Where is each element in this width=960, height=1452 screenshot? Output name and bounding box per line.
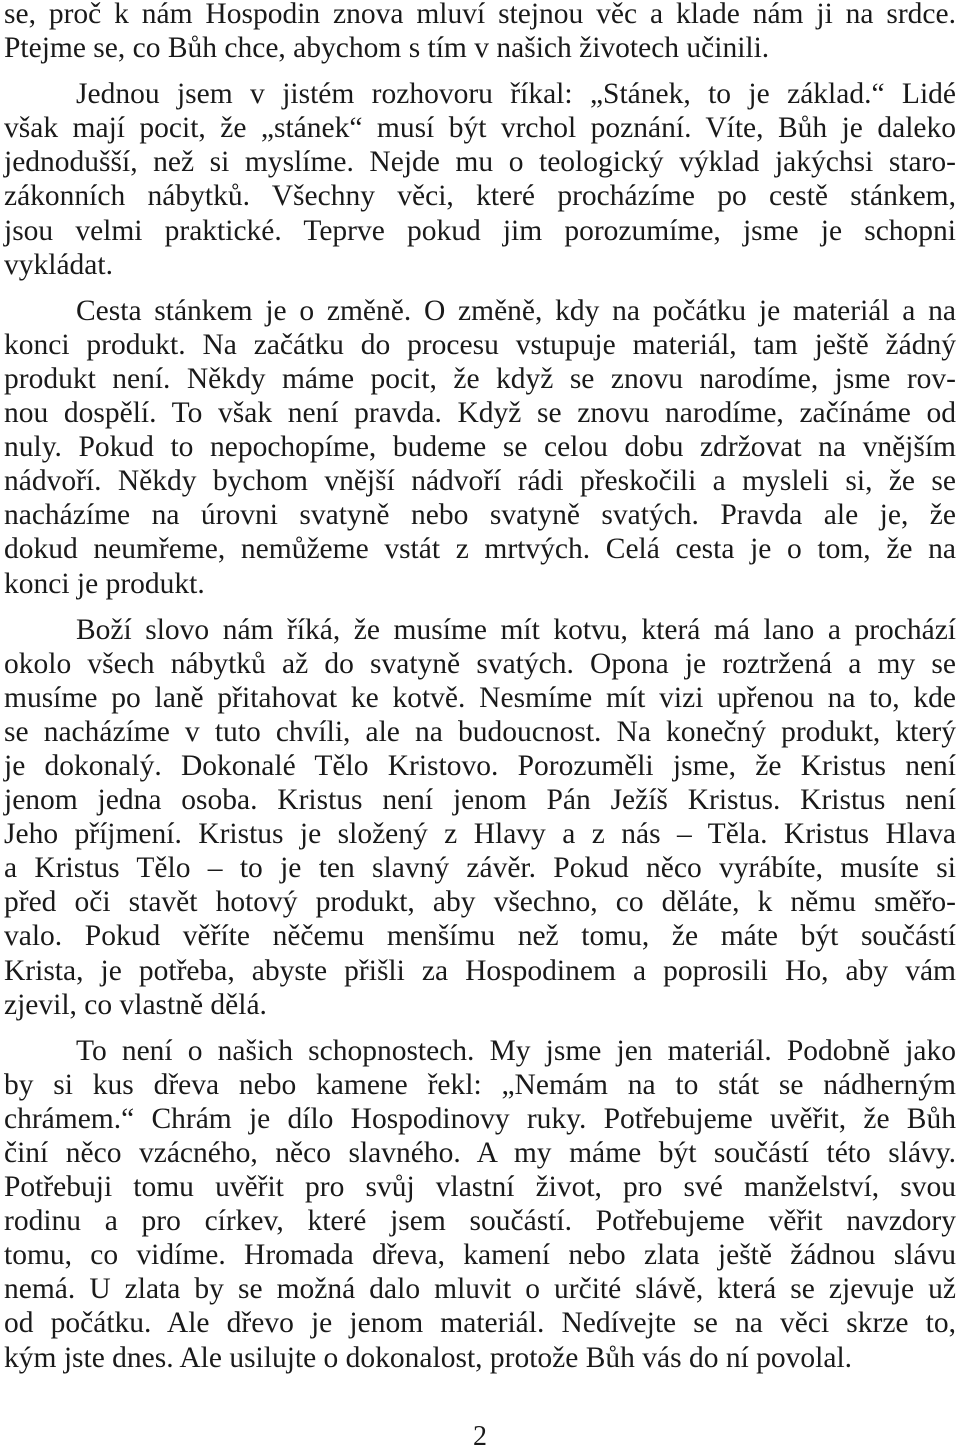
text-line: valo. Pokud věříte něčemu menšímu než tomu, že máte být součástí xyxy=(4,920,956,953)
text-line: se, proč k nám Hospodin znova mluví stejnou věc a klade nám ji na srdce. xyxy=(4,0,956,30)
text-line: se nacházíme v tuto chvíli, ale na budoucnost. Na konečný produkt, který xyxy=(4,715,956,748)
text-line: Krista, je potřeba, abyste přišli za Hospodinem a poprosili Ho, aby vám xyxy=(4,954,956,987)
text-line: tomu, co vidíme. Hromada dřeva, kamení nebo zlata ještě žádnou slávu xyxy=(4,1239,956,1272)
text-line: nádvoří. Někdy bychom vnější nádvoří rádi přeskočili a mysleli si, že se xyxy=(4,465,956,498)
text-line: by si kus dřeva nebo kamene řekl: „Nemám na to stát se nádherným xyxy=(4,1068,956,1101)
text-line: nuly. Pokud to nepochopíme, budeme se celou dobu zdržovat na vnějším xyxy=(4,431,956,464)
text-line: jsou velmi praktické. Teprve pokud jim porozumíme, jsme je schopni xyxy=(4,214,956,247)
text-line: konci produkt. Na začátku do procesu vstupuje materiál, tam ještě žádný xyxy=(4,328,956,361)
text-line: jednodušší, než si myslíme. Nejde mu o teologický výklad jakýchsi staro- xyxy=(4,146,956,179)
text-line: Jednou jsem v jistém rozhovoru říkal: „Stánek, to je základ.“ Lidé xyxy=(76,78,956,111)
text-line: před oči stavět hotový produkt, aby všechno, co děláte, k němu směřo- xyxy=(4,886,956,919)
page-number: 2 xyxy=(473,1421,487,1452)
text-line: kým jste dnes. Ale usilujte o dokonalost, protože Bůh vás do ní povolal. xyxy=(4,1341,853,1374)
text-line: nemá. U zlata by se možná dalo mluvit o určité slávě, která se zjevuje už xyxy=(4,1273,956,1306)
paragraph xyxy=(4,77,956,282)
text-line: konci je produkt. xyxy=(4,567,205,600)
text-line: nacházíme na úrovni svatyně nebo svatyně svatých. Pravda ale je, že xyxy=(4,499,956,532)
body-text xyxy=(4,0,956,1375)
text-line: je dokonalý. Dokonalé Tělo Kristovo. Porozuměli jsme, že Kristus není xyxy=(4,749,956,782)
text-line: Cesta stánkem je o změně. O změně, kdy na počátku je materiál a na xyxy=(76,294,956,327)
text-line: rodinu a pro církev, které jsem součástí. Potřebujeme věřit navzdory xyxy=(4,1205,956,1238)
text-line: Ptejme se, co Bůh chce, abychom s tím v našich životech učinili. xyxy=(4,32,770,65)
text-line: Potřebuji tomu uvěřit pro svůj vlastní život, pro své manželství, svou xyxy=(4,1171,956,1204)
paragraph-gap xyxy=(4,601,956,613)
paragraph xyxy=(4,1034,956,1375)
paragraph-gap xyxy=(4,1022,956,1034)
text-line: jenom jedna osoba. Kristus není jenom Pán Ježíš Kristus. Kristus není xyxy=(4,784,956,817)
text-line: od počátku. Ale dřevo je jenom materiál. Nedívejte se na věci skrze to, xyxy=(4,1307,956,1340)
text-line: Boží slovo nám říká, že musíme mít kotvu, která má lano a prochází xyxy=(76,613,956,646)
paragraph-gap xyxy=(4,282,956,294)
text-line: To není o našich schopnostech. My jsme jen materiál. Podobně jako xyxy=(76,1034,956,1067)
text-line: činí něco vzácného, něco slavného. A my máme být součástí této slávy. xyxy=(4,1137,956,1169)
text-line: zákonních nábytků. Všechny věci, které procházíme po cestě stánkem, xyxy=(4,180,956,213)
text-line: musíme po laně přitahovat ke kotvě. Nesmíme mít vizi upřenou na to, kde xyxy=(4,681,956,714)
paragraph xyxy=(4,0,956,65)
text-line: Jeho příjmení. Kristus je složený z Hlavy a z nás – Těla. Kristus Hlava xyxy=(4,818,956,851)
text-line: okolo všech nábytků až do svatyně svatých. Opona je roztržená a my se xyxy=(4,647,956,680)
text-line: nou dospělí. To však není pravda. Když se znovu narodíme, začínáme od xyxy=(4,397,956,430)
text-line: však mají pocit, že „stánek“ musí být vrchol poznání. Víte, Bůh je daleko xyxy=(4,112,956,145)
text-line: produkt není. Někdy máme pocit, že když se znovu narodíme, jsme rov- xyxy=(4,362,956,395)
document-page xyxy=(4,0,956,1452)
text-line: vykládat. xyxy=(4,248,113,281)
text-line: a Kristus Tělo – to je ten slavný závěr. Pokud něco vyrábíte, musíte si xyxy=(4,852,956,885)
text-line: dokud neumřeme, nemůžeme vstát z mrtvých. Celá cesta je o tom, že na xyxy=(4,533,956,566)
text-line: chrámem.“ Chrám je dílo Hospodinovy ruky. Potřebujeme uvěřit, že Bůh xyxy=(4,1102,956,1135)
paragraph-gap xyxy=(4,65,956,77)
paragraph xyxy=(4,613,956,1022)
paragraph xyxy=(4,294,956,601)
text-line: zjevil, co vlastně dělá. xyxy=(4,988,267,1021)
